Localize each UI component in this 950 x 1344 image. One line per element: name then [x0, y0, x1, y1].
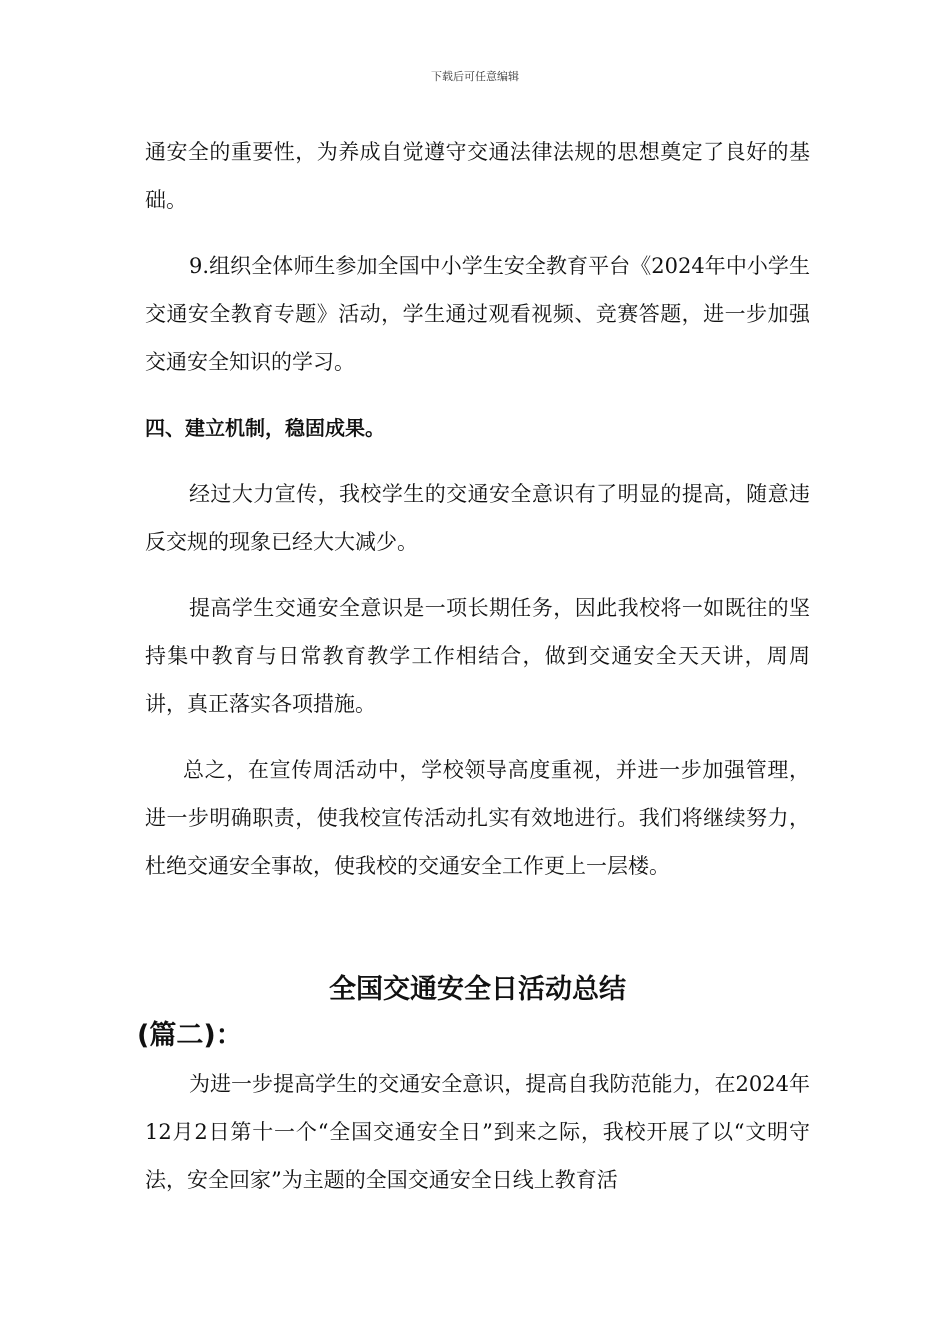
document-body [137, 128, 810, 1222]
paragraph-intro: 为进一步提高学生的交通安全意识，提高自我防范能力，在2024年12月2日第十一个“全国交通安全日”到来之际，我校开展了以“文明守法，安全回家”为主题的全国交通安全日线上教育活 [145, 1072, 810, 1192]
paragraph-item-9: 9.组织全体师生参加全国中小学生安全教育平台《2024年中小学生交通安全教育专题》活动，学生通过观看视频、竞赛答题，进一步加强交通安全知识的学习。 [145, 254, 810, 374]
paragraph-summary: 总之，在宣传周活动中，学校领导高度重视，并进一步加强管理，进一步明确职责，使我校宣传活动扎实有效地进行。我们将继续努力，杜绝交通安全事故，使我校的交通安全工作更上一层楼。 [145, 758, 810, 878]
article-subtitle: (篇二)： [137, 1020, 243, 1051]
header-note: 下载后可任意编辑 [431, 70, 519, 83]
article-title: 全国交通安全日活动总结 [329, 974, 626, 1005]
paragraph-result: 经过大力宣传，我校学生的交通安全意识有了明显的提高，随意违反交规的现象已经大大减少。 [145, 482, 810, 554]
paragraph-continuation: 通安全的重要性，为养成自觉遵守交通法律法规的思想奠定了良好的基础。 [145, 140, 810, 212]
section-heading: 四、建立机制，稳固成果。 [145, 416, 385, 440]
paragraph-long-term: 提高学生交通安全意识是一项长期任务，因此我校将一如既往的坚持集中教育与日常教育教学工作相结合，做到交通安全天天讲，周周讲，真正落实各项措施。 [145, 596, 810, 716]
